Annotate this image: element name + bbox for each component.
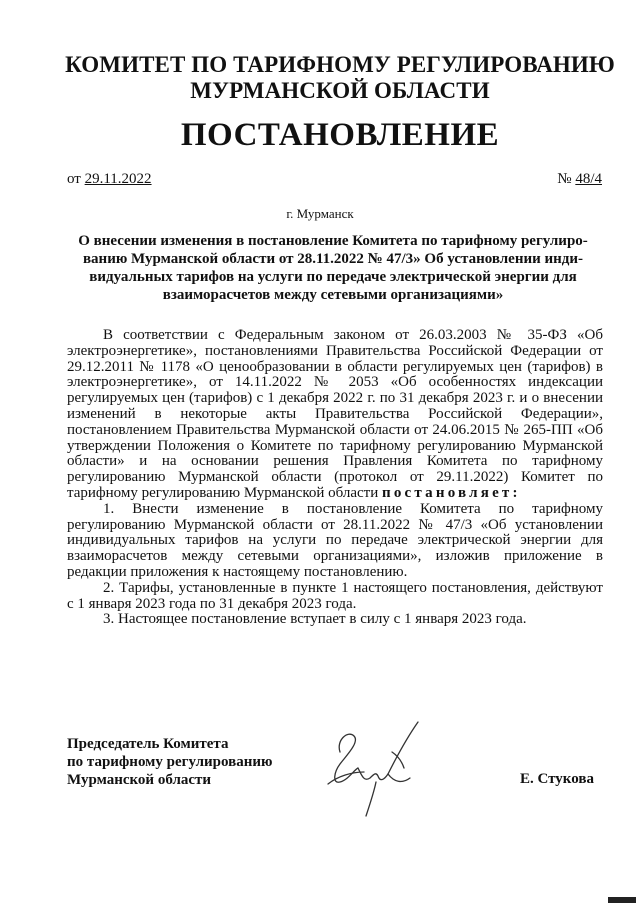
- document-type-title: ПОСТАНОВЛЕНИЕ: [180, 117, 500, 153]
- org-line-1: КОМИТЕТ ПО ТАРИФНОМУ РЕГУЛИРОВАНИЮ: [65, 52, 615, 77]
- preamble-text: В соответствии с Федеральным законом от 26.03.2003 № 35-ФЗ «Об электроэнергетике», постановлениями Правительства Российской Федерации от 29.12.2011 № 1178 «О ценообразовании в области регулируемых цен (тарифов) в электроэнергетике», от 14.11.2022 № 2053 «Об особенностях индексации регулируемых цен (тарифов) с 1 декабря 2022 г. по 31 декабря 2023 г. и о внесении изменений в некоторые акты Правительства Российской Федерации», постановлением Правительства Мурманской области от 24.06.2015 № 265-ПП «Об утверждении Положения о Комитете по тарифному регулированию Мурманской области» и на основании решения Правления Комитета по тарифному регулированию Мурманской области (протокол от 29.11.2022) Комитет по тарифному регулированию Мурманской области: [67, 327, 603, 501]
- date-prefix: от: [67, 171, 85, 187]
- document-subject: [62, 232, 604, 304]
- handwritten-signature: [318, 712, 438, 822]
- page-corner-mark: [608, 897, 636, 903]
- signatory-title-line-2: по тарифному регулированию: [67, 754, 273, 770]
- date-value: 29.11.2022: [84, 171, 152, 187]
- subject-line-2: ванию Мурманской области от 28.11.2022 № 47/3» Об установлении инди-: [82, 251, 584, 267]
- number-prefix: №: [557, 171, 576, 187]
- organization-name: [40, 52, 640, 104]
- signatory-title-line-1: Председатель Комитета: [67, 736, 229, 752]
- resolves-word: постановляет:: [382, 484, 521, 501]
- preamble-paragraph: [67, 328, 603, 502]
- number-value: 48/4: [575, 171, 602, 187]
- org-line-2: МУРМАНСКОЙ ОБЛАСТИ: [190, 78, 490, 103]
- signatory-title: [67, 735, 307, 789]
- subject-line-1: О внесении изменения в постановление Комитета по тарифному регулиро-: [78, 233, 588, 249]
- document-number: [557, 170, 602, 188]
- signatory-name: Е. Стукова: [520, 771, 594, 787]
- item-2: 2. Тарифы, установленные в пункте 1 настоящего постановления, действуют с 1 января 2023 года по 31 декабря 2023 года.: [67, 579, 603, 612]
- document-date: [67, 170, 152, 188]
- signatory-title-line-3: Мурманской области: [67, 772, 212, 788]
- subject-line-4: взаиморасчетов между сетевыми организациями»: [162, 287, 504, 303]
- city: г. Мурманск: [286, 206, 354, 221]
- subject-line-3: видуальных тарифов на услуги по передаче электрической энергии для: [89, 269, 577, 285]
- item-3: 3. Настоящее постановление вступает в силу с 1 января 2023 года.: [103, 611, 527, 628]
- document-body: [67, 328, 603, 628]
- item-1: 1. Внести изменение в постановление Комитета по тарифному регулированию Мурманской области от 28.11.2022 № 47/3 «Об установлении индивидуальных тарифов на услуги по передаче электрической энергии для взаиморасчетов между сетевыми организациями», изложив приложение в редакции приложения к настоящему постановлению.: [67, 500, 603, 580]
